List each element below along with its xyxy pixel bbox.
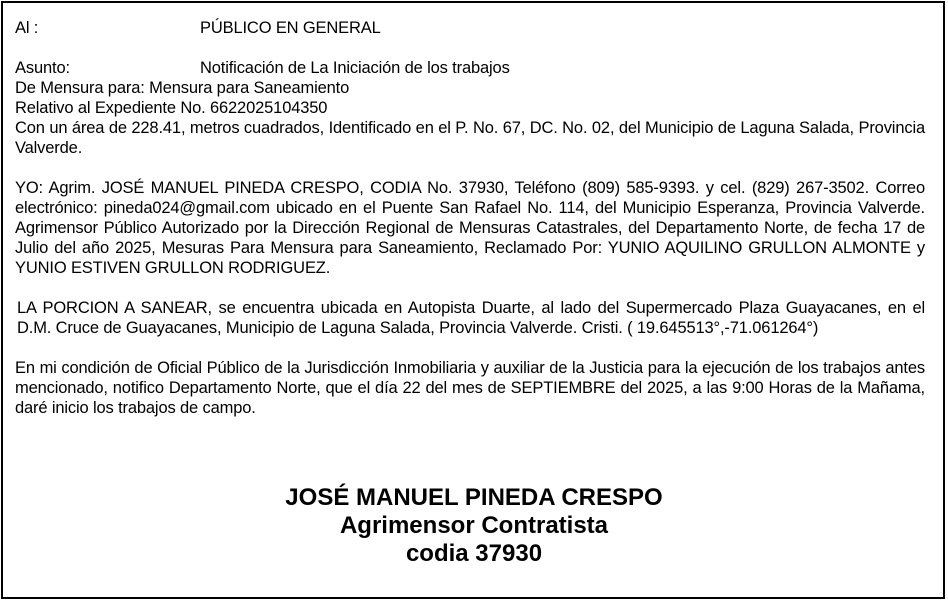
signature-title: Agrimensor Contratista (339, 512, 609, 539)
recipient-value: PÚBLICO EN GENERAL (200, 19, 381, 37)
survey-type: De Mensura para: Mensura para Saneamiento (15, 79, 350, 97)
file-number: Relativo al Expediente No. 6622025104350 (15, 99, 328, 117)
subject-value: Notificación de La Iniciación de los trabajos (200, 59, 510, 77)
surveyor-paragraph: YO: Agrim. JOSÉ MANUEL PINEDA CRESPO, CODIA No. 37930, Teléfono (809) 585-9393. y cel. (829) 267-3502. Correo electrónico: pineda024@gmail.com ubicado en el Puente San Rafael No. 114, del Municipio Esperanza, Provincia Valverde. Agrimensor Público Autorizado por la Dirección Regional de Mensuras Catastrales, del Departamento Norte, de fecha 17 de Julio del año 2025, Mesuras Para Mensura para Saneamiento, Reclamado Por: YUNIO AQUILINO GRULLON ALMONTE y YUNIO ESTIVEN GRULLON RODRIGUEZ. (15, 179, 925, 277)
subject-label: Asunto: (15, 59, 70, 77)
recipient-label: Al : (15, 19, 39, 37)
signature-codia: codia 37930 (405, 540, 543, 567)
area-paragraph: Con un área de 228.41, metros cuadrados, Identificado en el P. No. 67, DC. No. 02, del Municipio de Laguna Salada, Provincia Valverde. (15, 119, 925, 157)
signature-block (0, 484, 948, 568)
signature-name: JOSÉ MANUEL PINEDA CRESPO (285, 484, 663, 511)
subject-row (15, 58, 925, 78)
location-paragraph: LA PORCION A SANEAR, se encuentra ubicada en Autopista Duarte, al lado del Supermercado Plaza Guayacanes, en el D.M. Cruce de Guayacanes, Municipio de Laguna Salada, Provincia Valverde. Cristi. ( 19.645513°,-71.061264°) (17, 299, 925, 337)
notice-paragraph: En mi condición de Oficial Público de la Jurisdicción Inmobiliaria y auxiliar de la Justicia para la ejecución de los trabajos antes mencionado, notifico Departamento Norte, que el día 22 del mes de SEPTIEMBRE del 2025, a las 9:00 Horas de la Mañama, daré inicio los trabajos de campo. (15, 359, 925, 417)
recipient-row (15, 18, 925, 38)
notice-body (15, 18, 925, 418)
